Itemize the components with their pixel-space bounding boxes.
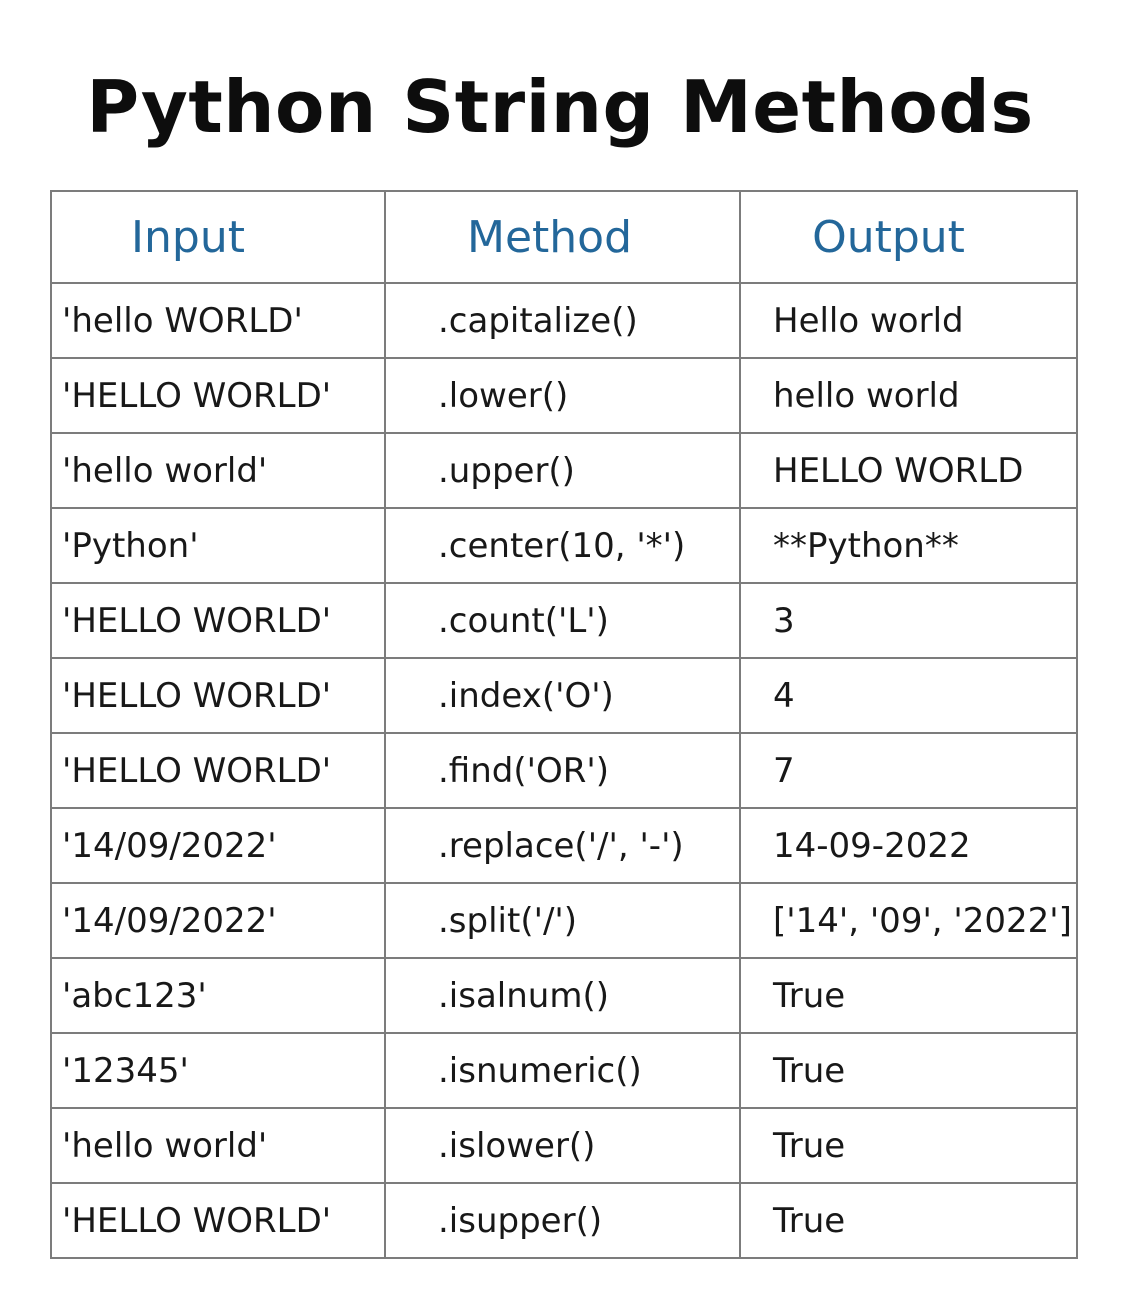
method-cell: .center(10, '*') [385, 508, 740, 583]
output-cell: 14-09-2022 [740, 808, 1077, 883]
output-cell: 7 [740, 733, 1077, 808]
method-cell: .count('L') [385, 583, 740, 658]
input-cell: 'hello world' [51, 433, 385, 508]
method-cell: .isalnum() [385, 958, 740, 1033]
method-cell: .replace('/', '-') [385, 808, 740, 883]
input-cell: 'HELLO WORLD' [51, 583, 385, 658]
input-cell: '14/09/2022' [51, 808, 385, 883]
table-row [51, 583, 1077, 658]
string-methods-table [50, 190, 1078, 1259]
method-cell: .find('OR') [385, 733, 740, 808]
output-cell: hello world [740, 358, 1077, 433]
input-cell: '14/09/2022' [51, 883, 385, 958]
table-row [51, 883, 1077, 958]
output-cell: True [740, 1033, 1077, 1108]
input-cell: 'abc123' [51, 958, 385, 1033]
table-header-row [51, 191, 1077, 283]
output-cell: True [740, 1183, 1077, 1258]
page-title: Python String Methods [86, 65, 1034, 149]
table-row [51, 283, 1077, 358]
input-cell: 'Python' [51, 508, 385, 583]
column-header-output: Output [740, 191, 1077, 283]
output-cell: ['14', '09', '2022'] [740, 883, 1077, 958]
method-cell: .index('O') [385, 658, 740, 733]
input-cell: 'hello world' [51, 1108, 385, 1183]
column-header-method: Method [385, 191, 740, 283]
input-cell: '12345' [51, 1033, 385, 1108]
method-cell: .isnumeric() [385, 1033, 740, 1108]
output-cell: True [740, 1108, 1077, 1183]
method-cell: .lower() [385, 358, 740, 433]
input-cell: 'HELLO WORLD' [51, 658, 385, 733]
table-row [51, 658, 1077, 733]
output-cell: 3 [740, 583, 1077, 658]
method-cell: .isupper() [385, 1183, 740, 1258]
table-row [51, 1183, 1077, 1258]
table-row [51, 433, 1077, 508]
output-cell: 4 [740, 658, 1077, 733]
method-cell: .upper() [385, 433, 740, 508]
output-cell: HELLO WORLD [740, 433, 1077, 508]
method-cell: .islower() [385, 1108, 740, 1183]
table-row [51, 733, 1077, 808]
output-cell: **Python** [740, 508, 1077, 583]
input-cell: 'HELLO WORLD' [51, 733, 385, 808]
method-cell: .split('/') [385, 883, 740, 958]
input-cell: 'HELLO WORLD' [51, 1183, 385, 1258]
input-cell: 'HELLO WORLD' [51, 358, 385, 433]
table-row [51, 958, 1077, 1033]
method-cell: .capitalize() [385, 283, 740, 358]
output-cell: Hello world [740, 283, 1077, 358]
input-cell: 'hello WORLD' [51, 283, 385, 358]
table-row [51, 1033, 1077, 1108]
table-row [51, 508, 1077, 583]
table-row [51, 808, 1077, 883]
table-row [51, 1108, 1077, 1183]
output-cell: True [740, 958, 1077, 1033]
table-row [51, 358, 1077, 433]
column-header-input: Input [51, 191, 385, 283]
